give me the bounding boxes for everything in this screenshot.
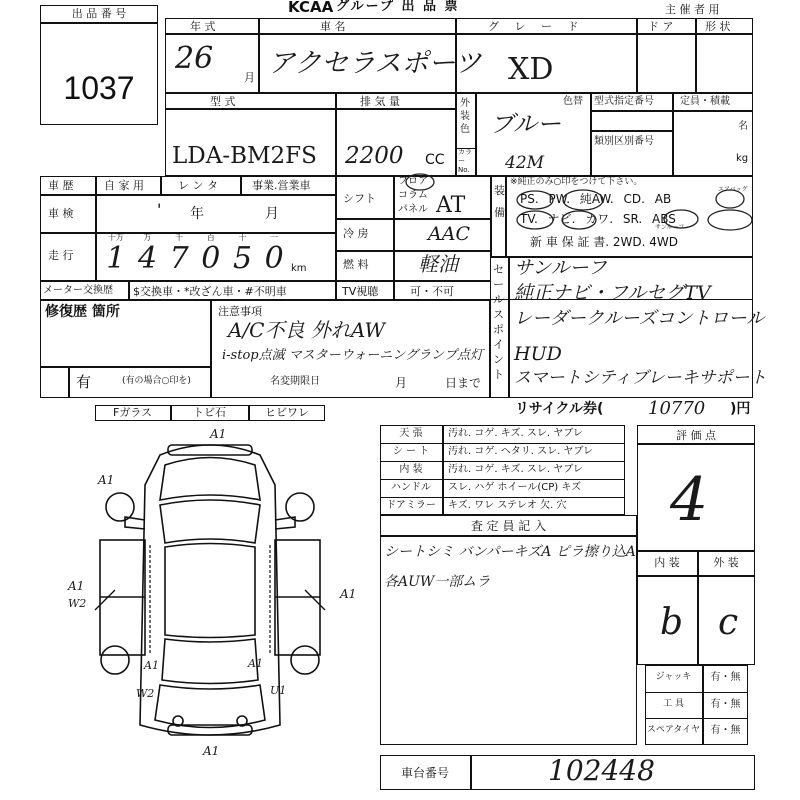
shape-label: 形 状 [705,20,731,33]
digit-place-label: 万 [143,233,152,242]
organizer-label: 主 催 者 用 [665,3,720,16]
kg-unit: kg [736,153,749,164]
meter-exchange-note: $交換車・*改ざん車・#不明車 [133,285,287,298]
equipment-label: 装備 [494,184,505,219]
history-option-business: 事業.営業車 [252,179,311,192]
tool-value: 有・無 [710,672,741,683]
glass-option-crack: ヒビワレ [265,406,309,419]
color-change-label: 色替 [563,96,583,107]
glass-option-chip: トビ石 [193,406,226,419]
capacity-label: 定員・積載 [680,96,730,107]
glass-option-front: Fガラス [113,406,152,419]
cc-unit: CC [425,152,445,168]
deadline-day-unit: 日まで [445,376,482,390]
digit-place-label: 一 [270,233,279,242]
inspection-month-unit: 月 [265,206,279,222]
notice-line-1: A/C不良 外れAW [228,318,386,342]
equipment-circles [505,185,755,235]
recycle-value: 10770 [648,398,706,419]
equipment-row-2: TV. ナビ. カワ. SR. ABS [520,212,676,226]
car-name-value: アクセラスポーツ [268,48,482,79]
brand-logo: KCAA [288,0,334,16]
color-code-value: 42M [505,153,545,173]
score-label: 評 価 点 [676,429,716,442]
exterior-score-label: 外 装 [713,556,739,569]
mileage-digit: 0 [201,241,221,276]
condition-row-items: キズ. ワレ ステレオ 欠. 穴 [448,500,567,511]
damage-mark-2: A1 [98,473,115,487]
shift-option-column: コラム [398,190,428,201]
exterior-score-value: c [718,602,739,643]
mileage-digit: 4 [137,241,158,276]
sunroof-sublabel: サンルーフ [655,224,685,231]
year-label: 年 式 [190,20,216,33]
chassis-number-label: 車台番号 [400,766,449,780]
grade-value: XD [508,52,554,87]
year-value: 26 [175,41,214,76]
sales-point-4: HUD [514,343,562,365]
recycle-unit: )円 [730,401,751,417]
grade-label: グ レ ー ド [488,20,585,33]
mileage-label: 走 行 [48,249,74,262]
shift-option-floor: フロア [398,176,428,187]
mileage-digit: 0 [264,241,284,276]
airbag-sublabel: エアバッグ [718,186,748,193]
category-number-label: 類別区別番号 [594,136,654,147]
sales-points-label: セールスポイント [493,263,504,381]
tool-value: 有・無 [710,698,741,710]
color-code-label: カラーNo. [458,148,472,174]
damage-mark-1: A1 [210,427,227,441]
tv-value: 可・不可 [410,285,454,298]
sales-point-5: スマートシティブレーキサポート [514,368,767,388]
condition-row-items: 汚れ. コゲ. キズ. スレ. ヤブレ [448,464,583,475]
shift-value: AT [436,193,466,218]
mileage-digit: 1 [106,241,126,276]
mileage-digit: 5 [232,241,253,276]
tool-value: 有・無 [710,725,741,737]
history-label: 車 歴 [48,179,74,192]
interior-score-value: b [660,602,684,643]
repair-history-label: 修復歴 箇所 [45,304,120,320]
deadline-month-unit: 月 [395,376,408,390]
condition-row-label: ハンドル [391,482,431,493]
color-value: ブルー [490,110,562,138]
inspection-label: 車 検 [48,207,74,220]
condition-row-items: スレ. ハゲ ホイール(CP) キズ [448,482,582,493]
notice-label: 注意事項 [218,305,262,318]
sales-point-2: 純正ナビ・フルセグTV [514,282,711,304]
form-title: グループ 出 品 票 [336,0,460,14]
score-value: 4 [670,465,709,535]
mileage-digit: 7 [169,241,189,276]
inspection-value: ' [157,200,162,219]
displacement-value: 2200 [345,143,404,169]
mileage-digits [100,234,290,280]
designation-number-label: 型式指定番号 [594,96,654,107]
tool-label: 工 具 [663,698,684,709]
damage-mark-7: A1 [248,657,263,670]
fuel-label: 燃 料 [343,258,369,271]
inspector-label: 査 定 員 記 入 [470,519,547,533]
notice-line-2: i-stop点滅 マスターウォーニングランプ点灯 [222,348,483,363]
persons-unit: 名 [738,121,748,132]
damage-mark-3: A1 [68,579,85,593]
condition-row-label: シ ー ト [392,446,430,457]
exterior-color-label: 外装色 [460,98,470,135]
digit-place-label: 十万 [107,233,124,242]
sales-point-3: レーダークルーズコントロール [514,308,765,329]
fuel-value: 軽油 [418,252,458,276]
inspector-note-1: シートシミ バンパーキズA ピラ擦り込A [384,544,636,560]
shift-option-panel: パネル [398,204,428,215]
floor-option-circle [400,170,440,200]
inspector-note-2: 各AUW一部ムラ [384,574,491,590]
equipment-row-3: 新 車 保 証 書. 2WD. 4WD [530,235,678,249]
ac-label: 冷 房 [343,227,369,240]
history-option-private: 自 家 用 [104,179,144,192]
digit-place-label: 百 [206,233,215,242]
digit-place-label: 千 [175,233,184,242]
condition-row-label: 内 装 [399,464,423,475]
km-unit: km [291,263,307,274]
damage-mark-9: U1 [270,684,287,697]
tv-label: TV視聴 [342,285,379,298]
condition-row-items: 汚れ. コゲ. キズ. スレ. ヤブレ [448,428,583,439]
history-option-rental: レ ン タ [178,179,218,192]
meter-exchange-label: メーター交換歴 [43,285,113,296]
damage-mark-10: A1 [203,744,220,758]
repair-history-note: (有の場合○印を) [122,376,191,386]
door-label: ド ア [648,20,674,33]
inspection-year-unit: 年 [190,206,204,222]
damage-mark-6: A1 [144,659,159,672]
tool-label: ジャッキ [655,672,692,682]
equipment-note: ※純正のみ○印をつけて下さい。 [510,177,643,187]
tool-label: スペアタイヤ [646,725,701,736]
damage-mark-4: A1 [340,587,357,601]
repair-history-value: 有 [76,373,92,391]
ac-value: AAC [428,223,470,245]
displacement-label: 排 気 量 [360,95,400,108]
shift-label: シフト [343,192,376,205]
equipment-row-1: PS. PW. 純AW. CD. AB [520,192,672,206]
interior-score-label: 内 装 [654,556,680,569]
lot-number: 1037 [63,70,135,106]
condition-row-label: 天 張 [399,428,423,439]
month-unit: 月 [244,71,255,84]
recycle-label: リサイクル券( [515,401,604,417]
car-label: 車 名 [320,20,346,33]
damage-mark-8: W2 [136,687,155,700]
model-label: 型 式 [210,95,236,108]
condition-row-items: 汚れ. コゲ. ヘタリ. スレ. ヤブレ [448,446,594,457]
condition-row-label: ドアミラー [386,500,436,511]
damage-mark-5: W2 [68,597,87,610]
sales-point-1: サンルーフ [514,257,607,279]
chassis-number-value: 102448 [548,754,655,787]
lot-number-label: 出 品 番 号 [71,7,127,20]
name-change-deadline-label: 名変期限日 [270,376,320,387]
model-code-value: LDA-BM2FS [172,143,317,169]
digit-place-label: 十 [238,233,247,242]
